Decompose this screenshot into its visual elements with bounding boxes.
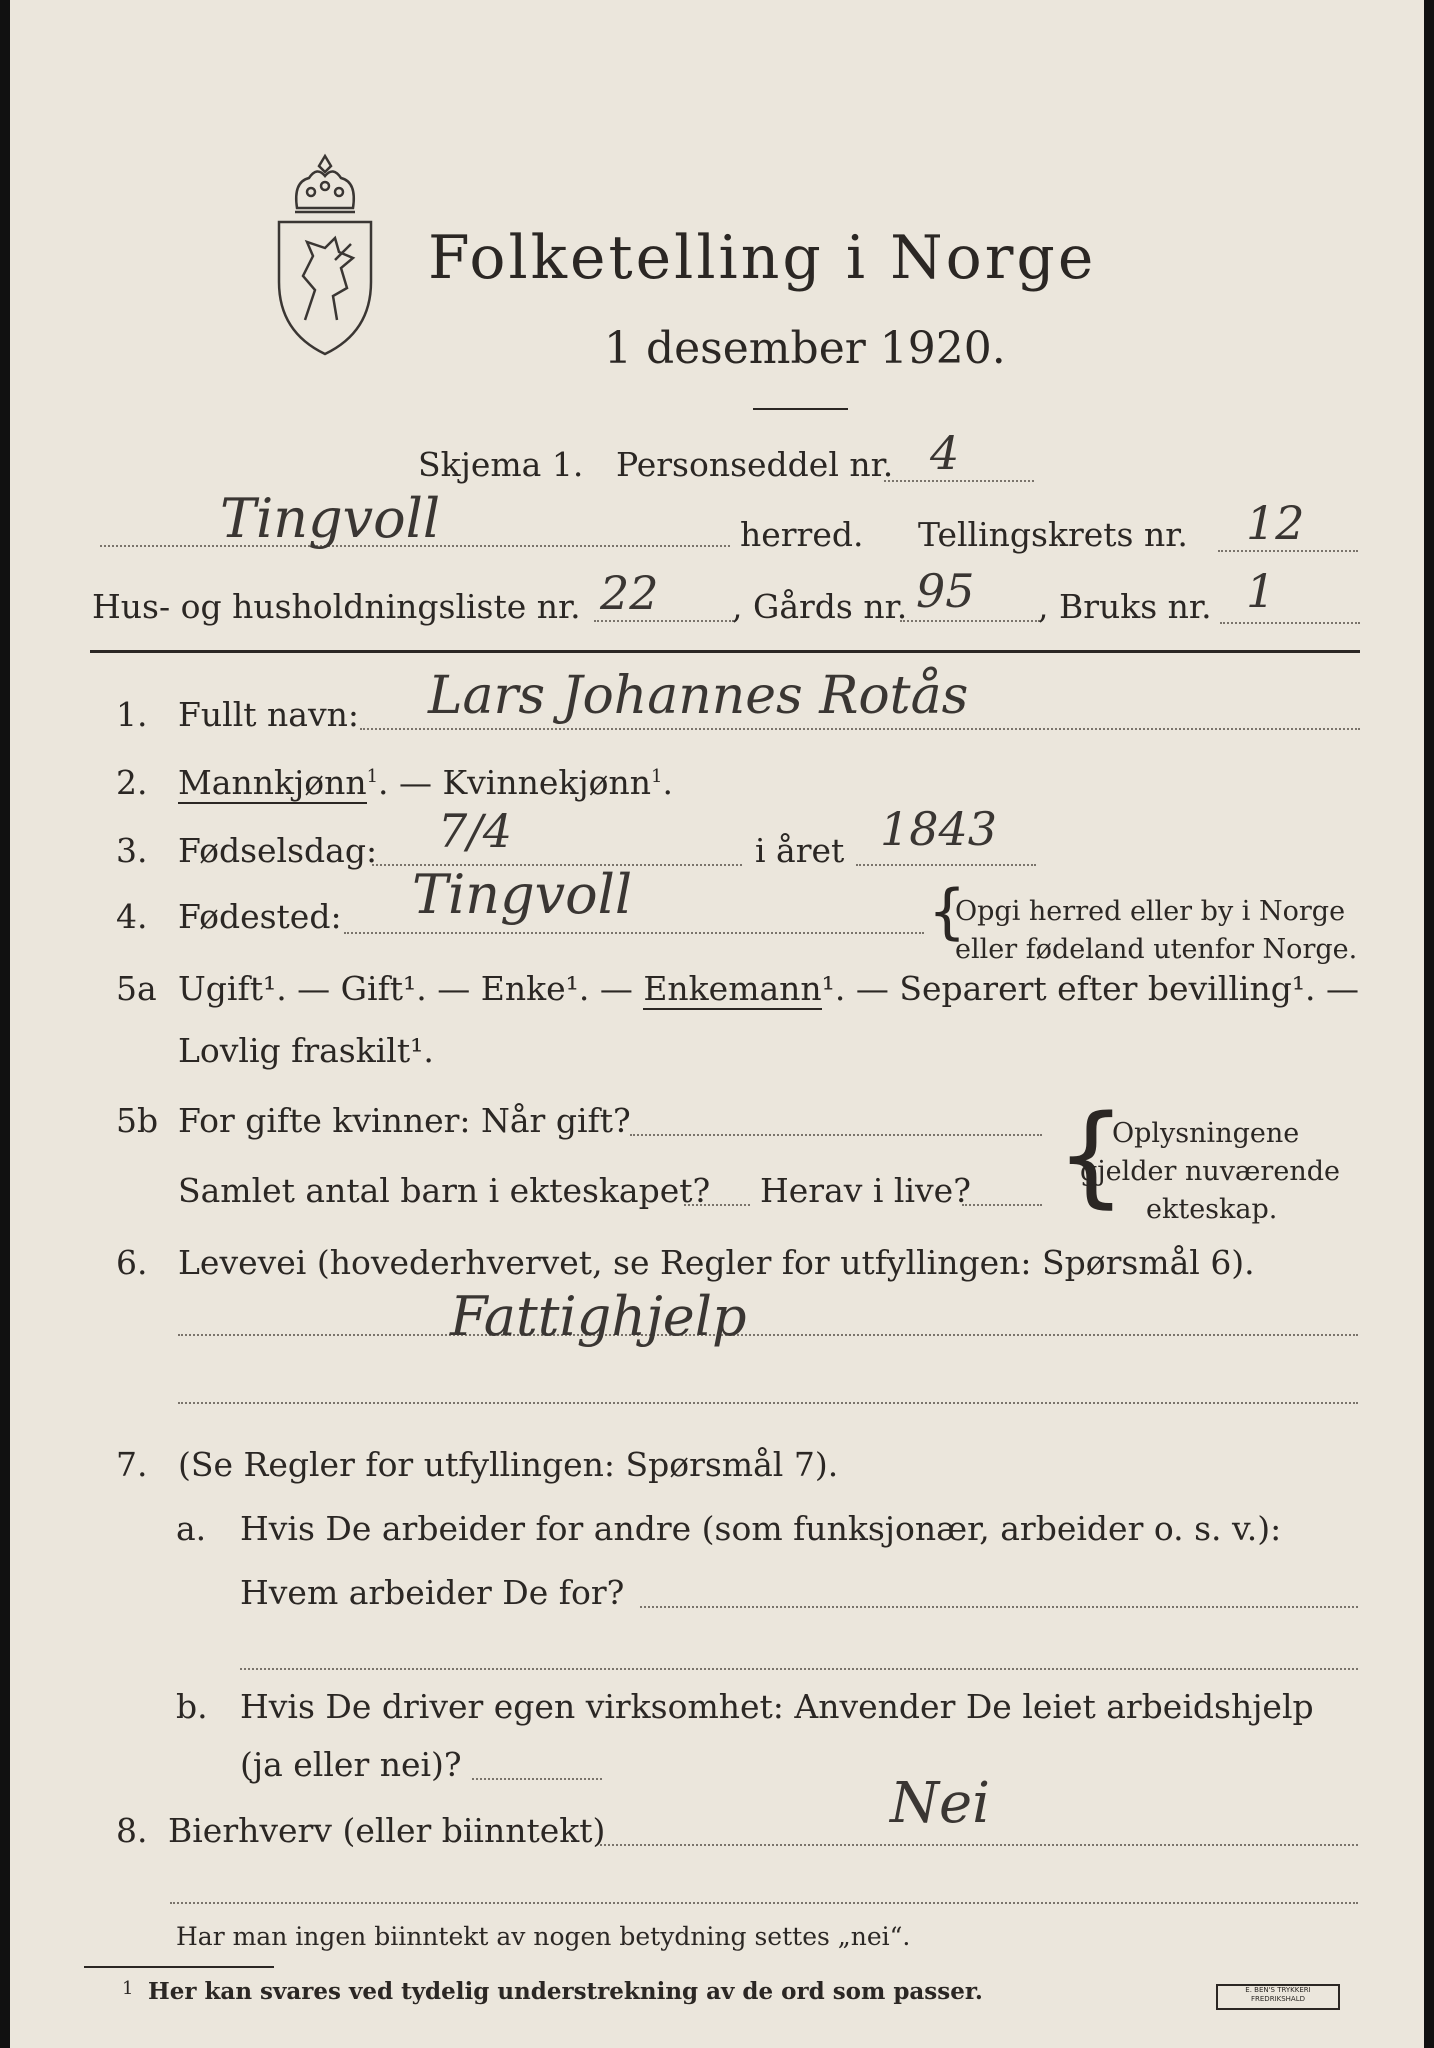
q7a-letter: a. xyxy=(176,1509,207,1548)
skjema-label: Skjema 1. xyxy=(418,445,584,484)
occupation-value: Fattighjelp xyxy=(450,1285,747,1348)
full-name-value: Lars Johannes Rotås xyxy=(428,666,969,726)
q7a-line2: Hvem arbeider De for? xyxy=(240,1573,625,1612)
tellingskrets-value: 12 xyxy=(1246,496,1305,550)
herred-value: Tingvoll xyxy=(220,487,441,550)
bruks-label: , Bruks nr. xyxy=(1038,587,1212,626)
q7-number: 7. xyxy=(116,1445,148,1484)
q7-label: (Se Regler for utfyllingen: Spørsmål 7). xyxy=(178,1445,839,1484)
female-option: Kvinnekjønn xyxy=(442,763,652,802)
q7a-line1: Hvis De arbeider for andre (som funksjonær, arbeider o. s. v.): xyxy=(240,1509,1282,1548)
q5a-number: 5a xyxy=(116,969,157,1008)
widower-option: Enkemann xyxy=(643,969,822,1008)
q6-number: 6. xyxy=(116,1243,148,1282)
q5b-line1: For gifte kvinner: Når gift? xyxy=(178,1101,631,1140)
printer-stamp: E. BEN'S TRYKKERI FREDRIKSHALD xyxy=(1216,1984,1340,2010)
q5b-note-line1: Oplysningene xyxy=(1112,1118,1300,1149)
q3-label: Fødselsdag: xyxy=(178,831,378,870)
q5b-line2b: Herav i live? xyxy=(760,1171,971,1210)
q5b-number: 5b xyxy=(116,1101,159,1140)
bruks-value: 1 xyxy=(1246,564,1276,618)
q8-label: Bierhverv (eller biinntekt) xyxy=(168,1811,606,1850)
q1-number: 1. xyxy=(116,695,148,734)
norway-coat-of-arms-icon xyxy=(265,150,385,360)
q5a-line2: Lovlig fraskilt¹. xyxy=(178,1031,434,1070)
footnote-divider xyxy=(84,1966,274,1968)
birth-year-value: 1843 xyxy=(880,802,998,856)
footnote-text: Her kan svares ved tydelig understrekning av de ord som passer. xyxy=(148,1978,983,2005)
hus-value: 22 xyxy=(600,566,659,620)
q5b-line2: Samlet antal barn i ekteskapet? xyxy=(178,1171,711,1210)
year-label: i året xyxy=(755,831,845,870)
q1-label: Fullt navn: xyxy=(178,695,359,734)
q2-number: 2. xyxy=(116,763,148,802)
header-divider xyxy=(90,650,1360,653)
q8-number: 8. xyxy=(116,1811,148,1850)
q7b-line2: (ja eller nei)? xyxy=(240,1745,462,1784)
tellingskrets-label: Tellingskrets nr. xyxy=(918,515,1188,554)
birthplace-value: Tingvoll xyxy=(412,863,633,926)
gards-value: 95 xyxy=(916,564,975,618)
side-income-value: Nei xyxy=(890,1771,991,1836)
footnote-mark: 1 xyxy=(122,1978,134,1999)
hus-label: Hus- og husholdningsliste nr. xyxy=(92,587,581,626)
male-option: Mannkjønn xyxy=(178,763,367,802)
birthday-value: 7/4 xyxy=(438,804,513,858)
gards-label: , Gårds nr. xyxy=(732,587,908,626)
q4-note-line1: Opgi herred eller by i Norge xyxy=(955,896,1346,927)
q2-options: Mannkjønn$^1$. — Kvinnekjønn$^1$. xyxy=(178,763,673,802)
title-divider xyxy=(753,408,848,410)
form-title: Folketelling i Norge xyxy=(428,223,1097,293)
census-form: Folketelling i Norge 1 desember 1920. Skjema 1. Personseddel nr. 4 Tingvoll herred. Tellingskrets nr. 12 Hus- og husholdningsliste nr. 22 , Gårds nr. 95 , Bruks nr. 1 1. Fullt navn: Lars Johannes Rotås 2. Mannkjønn$^1$. — Kvinnekjønn$^1$. 3. Fødselsdag: 7/4 i året 1843 4. Fødested: Tingvoll { Opgi herred eller by i Norge eller fødeland utenfor Norge. 5a Ugift¹. — Gift¹. — Enke¹. — Enkemann¹. — Separert efter bevilling¹. — Lovlig fraskilt¹. 5b For gifte kvinner: Når gift? Samlet antal barn i ekteskapet? Herav i live? { Oplysningene gjelder nuværende ekteskap. 6. Levevei (hovederhvervet, se Regler for utfyllingen: Spørsmål 6). Fattighjelp 7. (Se Regler for utfyllingen: Spørsmål 7). a. Hvis De arbeider for andre (som funksjonær, arbeider o. s. v.): Hvem arbeider De for? b. Hvis De driver egen virksomhet: Anvender De leiet arbeidshjelp (ja eller nei)? 8. Bierhverv (eller biinntekt) Nei Har man ingen biinntekt av nogen betydning settes „nei“. 1 Her kan svares ved tydelig understrekning av de ord som passer. E. BEN'S TRYKKERI FREDRIKSHALD xyxy=(10,0,1424,2048)
marital-status-options: Ugift¹. — Gift¹. — Enke¹. — Enkemann¹. — Separert efter bevilling¹. — xyxy=(178,969,1360,1008)
personseddel-label: Personseddel nr. xyxy=(616,445,894,484)
q7b-letter: b. xyxy=(176,1687,208,1726)
q6-label: Levevei (hovederhvervet, se Regler for utfyllingen: Spørsmål 6). xyxy=(178,1243,1255,1282)
nei-instruction: Har man ingen biinntekt av nogen betydning settes „nei“. xyxy=(176,1922,911,1951)
q4-number: 4. xyxy=(116,897,148,936)
personseddel-value: 4 xyxy=(930,426,960,480)
census-date: 1 desember 1920. xyxy=(604,323,1006,374)
q5b-note-line3: ekteskap. xyxy=(1146,1194,1278,1225)
herred-label: herred. xyxy=(740,515,864,554)
q7b-line1: Hvis De driver egen virksomhet: Anvender De leiet arbeidshjelp xyxy=(240,1687,1314,1726)
q3-number: 3. xyxy=(116,831,148,870)
q4-label: Fødested: xyxy=(178,897,342,936)
q4-note-line2: eller fødeland utenfor Norge. xyxy=(955,934,1358,965)
q5b-note-line2: gjelder nuværende xyxy=(1080,1156,1340,1187)
